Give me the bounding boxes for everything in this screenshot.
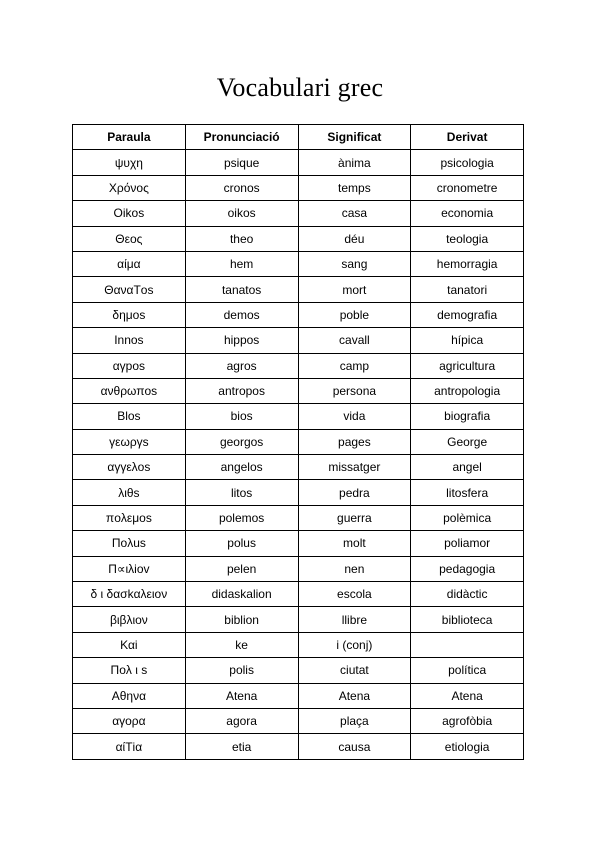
- cell-pronunciacio: hippos: [185, 328, 298, 353]
- cell-paraula: Χρόνος: [73, 175, 186, 200]
- table-row: [73, 582, 524, 607]
- cell-derivat: angel: [411, 455, 524, 480]
- cell-derivat: pedagogia: [411, 556, 524, 581]
- cell-pronunciacio: hem: [185, 251, 298, 276]
- cell-significat: Atena: [298, 683, 411, 708]
- table-row: [73, 505, 524, 530]
- cell-significat: ciutat: [298, 658, 411, 683]
- cell-pronunciacio: agros: [185, 353, 298, 378]
- cell-paraula: Πoλ ι s: [73, 658, 186, 683]
- table-row: [73, 683, 524, 708]
- cell-derivat: biblioteca: [411, 607, 524, 632]
- table-header-row: [73, 125, 524, 150]
- cell-paraula: Αθηνα: [73, 683, 186, 708]
- table-row: [73, 455, 524, 480]
- column-header-significat: Significat: [298, 125, 411, 150]
- cell-derivat: demografia: [411, 302, 524, 327]
- table-row: [73, 277, 524, 302]
- cell-pronunciacio: didaskalion: [185, 582, 298, 607]
- cell-pronunciacio: tanatos: [185, 277, 298, 302]
- page-title: Vocabulari grec: [216, 73, 384, 102]
- cell-derivat: etiologia: [411, 734, 524, 759]
- cell-derivat: hemorragia: [411, 251, 524, 276]
- table-row: [73, 201, 524, 226]
- cell-paraula: αίΤiα: [73, 734, 186, 759]
- table-row: [73, 632, 524, 657]
- cell-significat: persona: [298, 378, 411, 403]
- table-row: [73, 150, 524, 175]
- cell-paraula: Innos: [73, 328, 186, 353]
- cell-paraula: βιβλιον: [73, 607, 186, 632]
- cell-pronunciacio: litos: [185, 480, 298, 505]
- cell-pronunciacio: oikos: [185, 201, 298, 226]
- table-row: [73, 328, 524, 353]
- table-row: [73, 607, 524, 632]
- cell-significat: vida: [298, 404, 411, 429]
- cell-derivat: tanatori: [411, 277, 524, 302]
- cell-pronunciacio: polus: [185, 531, 298, 556]
- cell-significat: déu: [298, 226, 411, 251]
- cell-paraula: δ ι δασkαλειον: [73, 582, 186, 607]
- cell-significat: guerra: [298, 505, 411, 530]
- cell-pronunciacio: pelen: [185, 556, 298, 581]
- cell-pronunciacio: agora: [185, 708, 298, 733]
- cell-significat: cavall: [298, 328, 411, 353]
- cell-derivat: cronometre: [411, 175, 524, 200]
- cell-significat: casa: [298, 201, 411, 226]
- cell-significat: poble: [298, 302, 411, 327]
- cell-paraula: ψυχη: [73, 150, 186, 175]
- cell-paraula: Π∝ιλiov: [73, 556, 186, 581]
- cell-paraula: αγγελos: [73, 455, 186, 480]
- cell-paraula: αγpos: [73, 353, 186, 378]
- cell-paraula: ΘαναΤos: [73, 277, 186, 302]
- cell-paraula: ανθρωπos: [73, 378, 186, 403]
- cell-pronunciacio: psique: [185, 150, 298, 175]
- table-row: [73, 226, 524, 251]
- cell-derivat: Atena: [411, 683, 524, 708]
- table-row: [73, 734, 524, 759]
- cell-significat: missatger: [298, 455, 411, 480]
- table-row: [73, 531, 524, 556]
- table-row: [73, 556, 524, 581]
- cell-pronunciacio: biblion: [185, 607, 298, 632]
- cell-derivat: poliamor: [411, 531, 524, 556]
- table-row: [73, 429, 524, 454]
- cell-significat: temps: [298, 175, 411, 200]
- table-row: [73, 302, 524, 327]
- cell-pronunciacio: demos: [185, 302, 298, 327]
- cell-pronunciacio: bios: [185, 404, 298, 429]
- cell-significat: ànima: [298, 150, 411, 175]
- cell-paraula: γεωργs: [73, 429, 186, 454]
- cell-significat: camp: [298, 353, 411, 378]
- cell-significat: molt: [298, 531, 411, 556]
- cell-paraula: Θεος: [73, 226, 186, 251]
- cell-paraula: Πoλus: [73, 531, 186, 556]
- column-header-derivat: Derivat: [411, 125, 524, 150]
- cell-paraula: λιθs: [73, 480, 186, 505]
- cell-derivat: política: [411, 658, 524, 683]
- cell-paraula: Καi: [73, 632, 186, 657]
- table-row: [73, 353, 524, 378]
- cell-pronunciacio: polis: [185, 658, 298, 683]
- table-row: [73, 708, 524, 733]
- table-row: [73, 251, 524, 276]
- cell-derivat: litosfera: [411, 480, 524, 505]
- cell-significat: sang: [298, 251, 411, 276]
- table-row: [73, 404, 524, 429]
- cell-derivat: hípica: [411, 328, 524, 353]
- cell-significat: llibre: [298, 607, 411, 632]
- column-header-pronunciacio: Pronunciació: [185, 125, 298, 150]
- cell-significat: pedra: [298, 480, 411, 505]
- cell-derivat: agricultura: [411, 353, 524, 378]
- cell-pronunciacio: etia: [185, 734, 298, 759]
- cell-pronunciacio: Atena: [185, 683, 298, 708]
- cell-derivat: teologia: [411, 226, 524, 251]
- table-row: [73, 658, 524, 683]
- cell-significat: pages: [298, 429, 411, 454]
- cell-derivat: antropologia: [411, 378, 524, 403]
- cell-derivat: didàctic: [411, 582, 524, 607]
- table-row: [73, 480, 524, 505]
- column-header-paraula: Paraula: [73, 125, 186, 150]
- cell-paraula: αίμα: [73, 251, 186, 276]
- cell-derivat: George: [411, 429, 524, 454]
- table-row: [73, 175, 524, 200]
- cell-pronunciacio: georgos: [185, 429, 298, 454]
- cell-pronunciacio: theo: [185, 226, 298, 251]
- cell-significat: mort: [298, 277, 411, 302]
- cell-derivat: agrofòbia: [411, 708, 524, 733]
- cell-significat: i (conj): [298, 632, 411, 657]
- cell-derivat: biografia: [411, 404, 524, 429]
- cell-derivat: polèmica: [411, 505, 524, 530]
- cell-significat: nen: [298, 556, 411, 581]
- cell-significat: causa: [298, 734, 411, 759]
- cell-derivat: psicologia: [411, 150, 524, 175]
- cell-pronunciacio: cronos: [185, 175, 298, 200]
- cell-derivat: economia: [411, 201, 524, 226]
- cell-pronunciacio: ke: [185, 632, 298, 657]
- table-row: [73, 378, 524, 403]
- cell-significat: plaça: [298, 708, 411, 733]
- cell-pronunciacio: angelos: [185, 455, 298, 480]
- cell-pronunciacio: antropos: [185, 378, 298, 403]
- cell-paraula: πoλεμos: [73, 505, 186, 530]
- cell-paraula: δημos: [73, 302, 186, 327]
- cell-derivat: [411, 632, 524, 657]
- vocabulary-table: [72, 124, 524, 760]
- cell-pronunciacio: polemos: [185, 505, 298, 530]
- cell-significat: escola: [298, 582, 411, 607]
- cell-paraula: Oikos: [73, 201, 186, 226]
- cell-paraula: αγορα: [73, 708, 186, 733]
- table-body: [73, 150, 524, 759]
- cell-paraula: Blos: [73, 404, 186, 429]
